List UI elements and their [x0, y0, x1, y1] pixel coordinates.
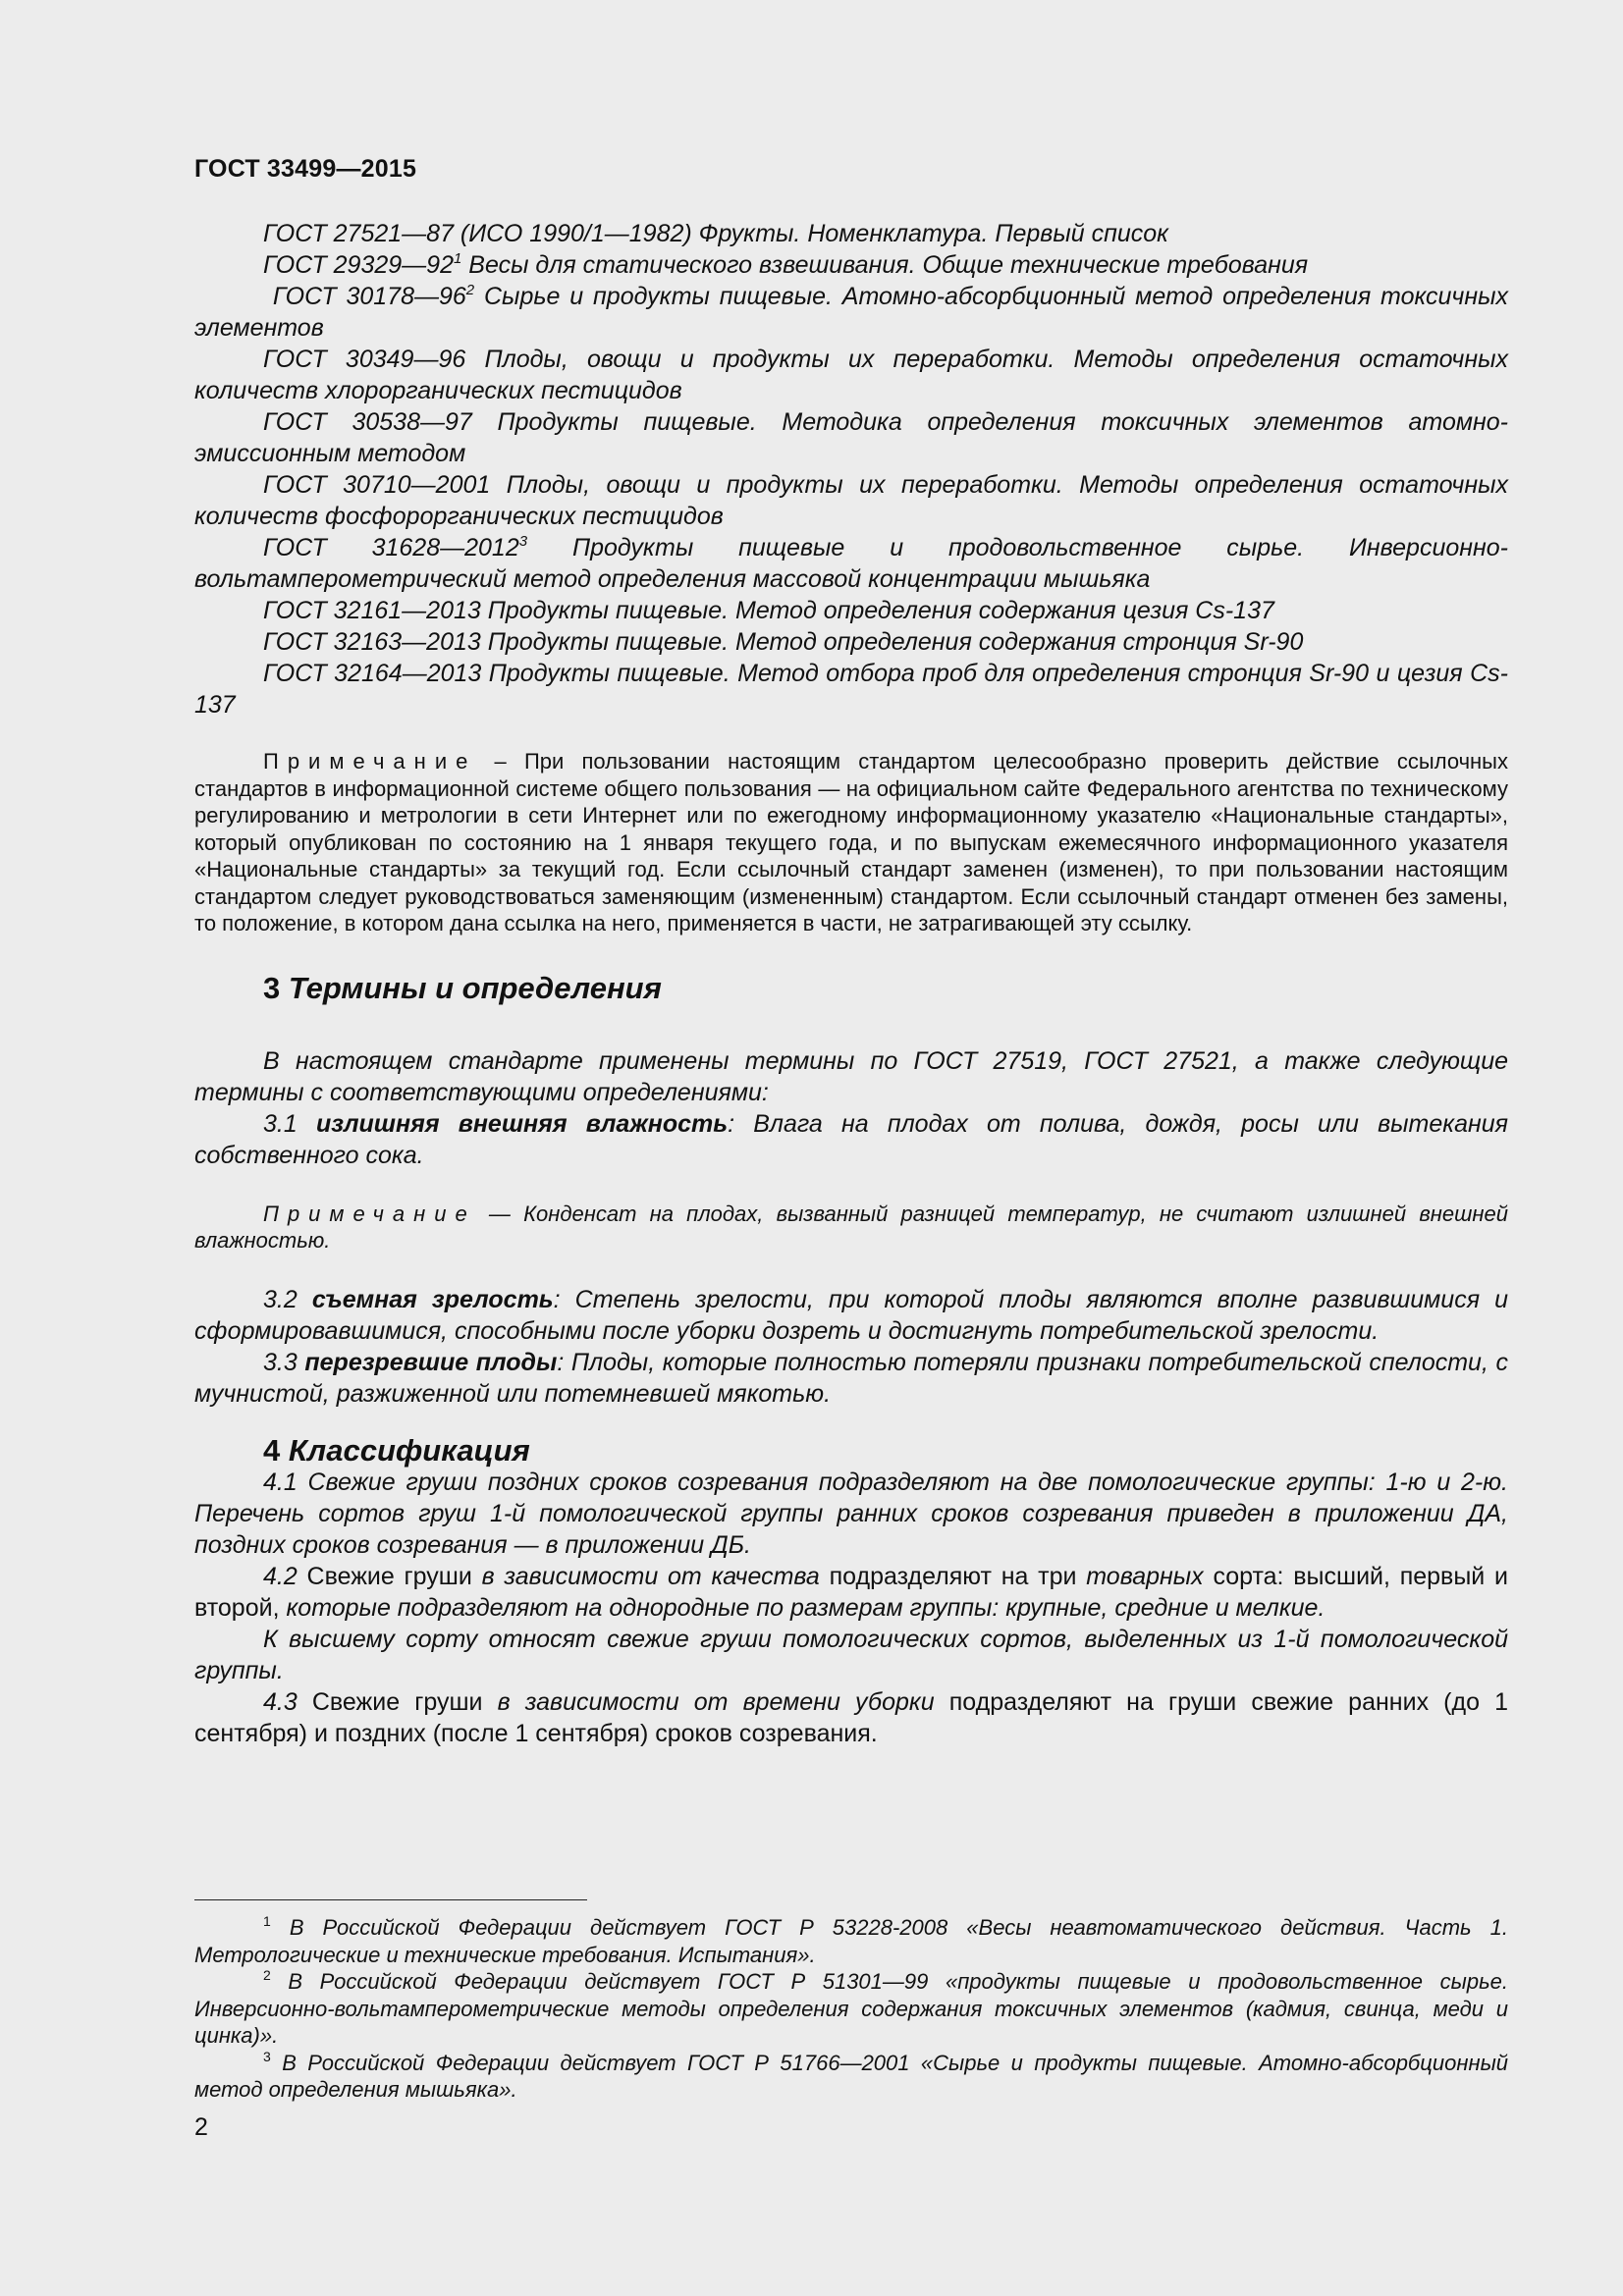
section-4-heading: 4 Классификация: [263, 1432, 530, 1468]
section-3-heading: 3 Термины и определения: [263, 970, 662, 1005]
reference-item: ГОСТ 32161—2013 Продукты пищевые. Метод определения содержания цезия Cs-137: [263, 597, 1274, 624]
reference-item: ГОСТ 27521—87 (ИСО 1990/1—1982) Фрукты. Номенклатура. Первый список: [263, 220, 1168, 247]
footnotes: [194, 1914, 1508, 2104]
reference-item: ГОСТ 30349—96 Плоды, овощи и продукты их переработки. Методы определения остаточных количеств хлорорганических пестицидов: [194, 346, 1508, 404]
document-body: [194, 218, 1508, 1749]
paragraph-4-2-top-grade: К высшему сорту относят свежие груши помологических сортов, выделенных из 1-й помологической группы.: [194, 1625, 1508, 1684]
term-note: Примечание — Конденсат на плодах, вызванный разницей температур, не считают излишней внешней влажностью.: [194, 1201, 1508, 1253]
reference-list: [194, 218, 1508, 721]
footnote-separator: [194, 1899, 587, 1900]
reference-item: ГОСТ $29329—92^1$ Весы для статического взвешивания. Общие технические требования: [263, 250, 1309, 279]
reference-item: ГОСТ $30178—96^2$ Сырье и продукты пищевые. Атомно-абсорбционный метод определения токсичных элементов: [194, 282, 1509, 342]
references-note: [194, 748, 1508, 937]
document-header: ГОСТ 33499—2015: [194, 155, 417, 183]
reference-item: ГОСТ 32164—2013 Продукты пищевые. Метод отбора проб для определения стронция Sr-90 и цезия Cs-137: [194, 660, 1508, 719]
footnote-item: $^2$ В Российской Федерации действует ГОСТ Р 51301—99 «продукты пищевые и продовольственное сырье. Инверсионно-вольтамперометрические методы определения содержания токсичных элементов (кадмия, свинца, меди и цинка)».: [194, 1967, 1508, 2048]
paragraph-4-3: 4.3 Свежие груши в зависимости от времени уборки подразделяют на груши свежие ранних (до 1 сентября) и поздних (после 1 сентября) сроков созревания.: [194, 1687, 1508, 1747]
reference-item: ГОСТ 32163—2013 Продукты пищевые. Метод определения содержания стронция Sr-90: [263, 628, 1304, 656]
term-3-3: 3.3 перезревшие плоды: Плоды, которые полностью потеряли признаки потребительской спелости, с мучнистой, разжиженной или потемневшей мякотью.: [194, 1348, 1508, 1408]
note-text: – При пользовании настоящим стандартом целесообразно проверить действие ссылочных стандартов в информационной системе общего пользования — на официальном сайте Федерального агентства по техническому регулированию и метрологии в сети Интернет или по ежегодному информационному указателю «Национальные стандарты», который опубликован по состоянию на 1 января текущего года, и по выпускам ежемесячного информационного указателя «Национальные стандарты» за текущий год. Если ссылочный стандарт заменен (изменен), то при пользовании настоящим стандартом следует руководствоваться заменяющим (измененным) стандартом. Если ссылочный стандарт отменен без замены, то положение, в котором дана ссылка на него, применяется в части, не затрагивающей эту ссылку.: [194, 749, 1508, 935]
paragraph-4-1: 4.1 Свежие груши поздних сроков созревания подразделяют на две помологические группы: 1-ю и 2-ю. Перечень сортов груш 1-й помологической группы ранних сроков созревания приведен в приложении ДА, поздних сроков созревания — в приложении ДБ.: [194, 1468, 1508, 1559]
reference-item: ГОСТ 30710—2001 Плоды, овощи и продукты их переработки. Методы определения остаточных количеств фосфорорганических пестицидов: [194, 471, 1508, 530]
page-number: 2: [194, 2113, 208, 2141]
paragraph-4-2: 4.2 Свежие груши в зависимости от качества подразделяют на три товарных сорта: высший, первый и второй, которые подразделяют на однородные по размерам группы: крупные, средние и мелкие.: [194, 1562, 1508, 1622]
reference-item: ГОСТ 31628—2012$^3$ Продукты пищевые и продовольственное сырье. Инверсионно-вольтамперометрический метод определения массовой концентрации мышьяка: [194, 533, 1508, 593]
section-3-intro: В настоящем стандарте применены термины по ГОСТ 27519, ГОСТ 27521, а также следующие термины с соответствующими определениями:: [194, 1046, 1508, 1106]
note-label: Примечание: [263, 749, 477, 774]
term-3-1: 3.1 излишняя внешняя влажность: Влага на плодах от полива, дождя, росы или вытекания собственного сока.: [194, 1109, 1508, 1169]
footnote-item: $^3$ В Российской Федерации действует ГОСТ Р 51766—2001 «Сырье и продукты пищевые. Атомно-абсорбционный метод определения мышьяка».: [194, 2048, 1508, 2102]
reference-item: ГОСТ 30538—97 Продукты пищевые. Методика определения токсичных элементов атомно-эмиссионным методом: [194, 408, 1509, 467]
footnote-item: $^1$ В Российской Федерации действует ГОСТ Р 53228-2008 «Весы неавтоматического действия. Часть 1. Метрологические и технические требования. Испытания».: [194, 1913, 1508, 1967]
term-3-2: 3.2 съемная зрелость: Степень зрелости, при которой плоды являются вполне развившимися и сформировавшимися, способными после уборки дозреть и достигнуть потребительской зрелости.: [194, 1285, 1509, 1345]
